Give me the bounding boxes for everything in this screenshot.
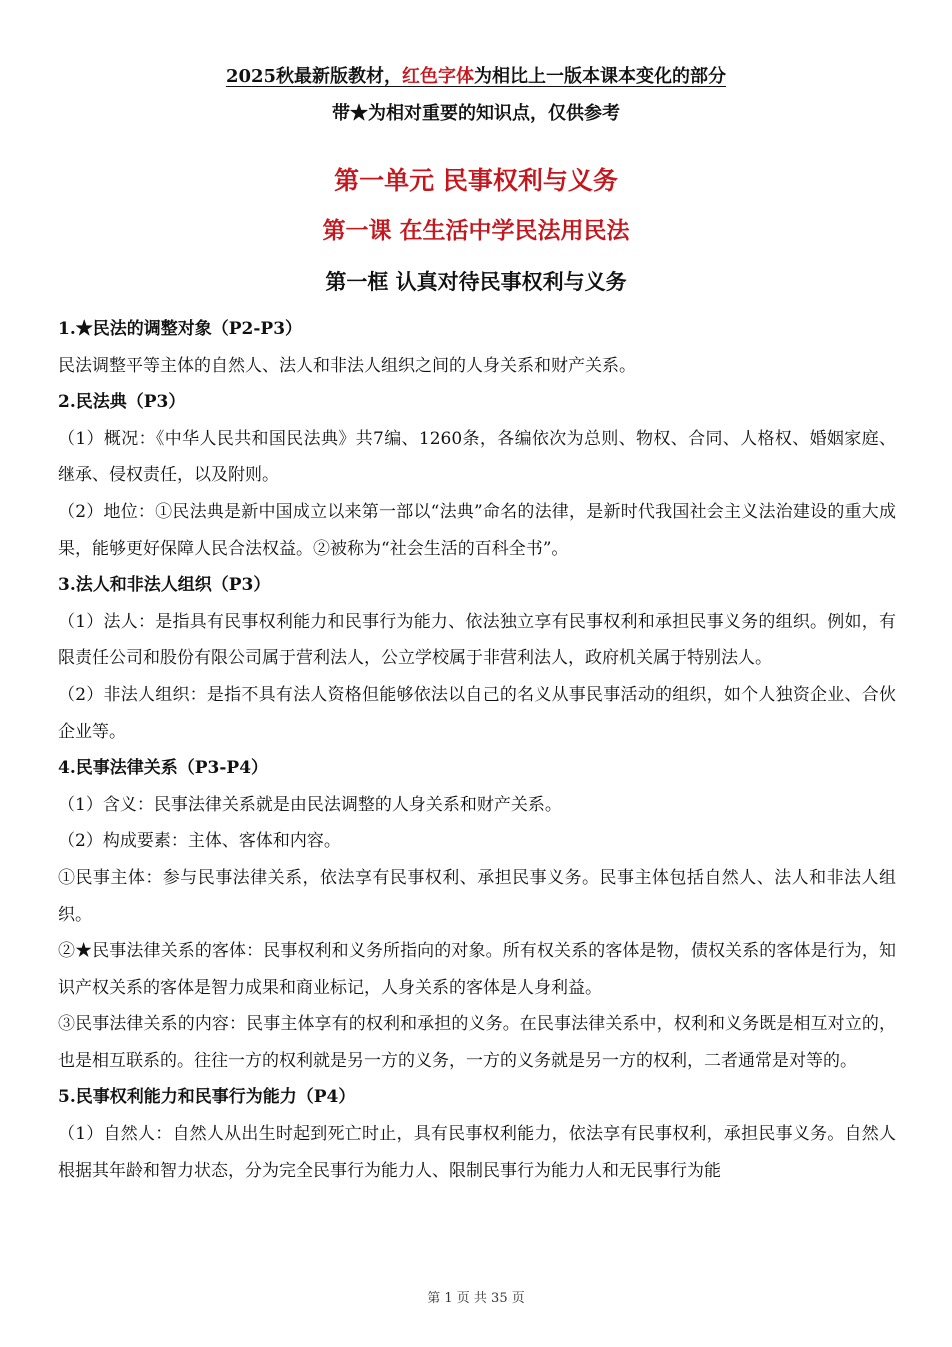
section-heading: 5.民事权利能力和民事行为能力（P4） — [58, 1087, 356, 1108]
edition-note-red-text: 红色字体 — [402, 66, 475, 87]
page-footer: 第 1 页 共 35 页 — [427, 1291, 525, 1306]
body-paragraph: 民法调整平等主体的自然人、法人和非法人组织之间的人身关系和财产关系。 — [58, 355, 636, 376]
edition-note-part-a: 2025秋最新版教材， — [225, 66, 403, 87]
body-paragraph: （2）非法人组织：是指不具有法人资格但能够依法以自己的名义从事民事活动的组织，如个人独资企业、合伙企业等。 — [58, 684, 896, 742]
importance-note: 带★为相对重要的知识点，仅供参考 — [332, 103, 620, 124]
section-heading: 3.法人和非法人组织（P3） — [58, 575, 271, 596]
body-paragraph: ①民事主体：参与民事法律关系，依法享有民事权利、承担民事义务。民事主体包括自然人、法人和非法人组织。 — [58, 867, 896, 925]
frame-title: 第一框 认真对待民事权利与义务 — [325, 269, 627, 294]
section-heading: 4.民事法律关系（P3-P4） — [58, 758, 269, 779]
unit-title: 第一单元 民事权利与义务 — [334, 166, 618, 195]
document-body — [58, 311, 896, 1189]
lesson-title: 第一课 在生活中学民法用民法 — [322, 217, 630, 244]
edition-note — [0, 64, 952, 90]
edition-note-underlined — [226, 66, 726, 87]
body-paragraph: （2）地位：①民法典是新中国成立以来第一部以“法典”命名的法律，是新时代我国社会主义法治建设的重大成果，能够更好保障人民合法权益。②被称为“社会生活的百科全书”。 — [58, 501, 896, 559]
body-paragraph: ③民事法律关系的内容：民事主体享有的权利和承担的义务。在民事法律关系中，权利和义务既是相互对立的，也是相互联系的。往往一方的权利就是另一方的义务，一方的义务就是另一方的权利，二者通常是对等的。 — [58, 1014, 896, 1071]
section-heading: 2.民法典（P3） — [58, 392, 186, 413]
body-paragraph: （1）含义：民事法律关系就是由民法调整的人身关系和财产关系。 — [58, 794, 562, 815]
section-heading: 1.★民法的调整对象（P2-P3） — [58, 319, 303, 339]
body-paragraph: （2）构成要素：主体、客体和内容。 — [58, 831, 341, 852]
body-paragraph: （1）概况：《中华人民共和国民法典》共7编、1260条，各编依次为总则、物权、合同、人格权、婚姻家庭、继承、侵权责任，以及附则。 — [58, 428, 896, 486]
body-paragraph: （1）自然人：自然人从出生时起到死亡时止，具有民事权利能力，依法享有民事权利，承担民事义务。自然人根据其年龄和智力状态，分为完全民事行为能力人、限制民事行为能力人和无民事行为能 — [58, 1124, 896, 1181]
edition-note-part-b: 为相比上一版本课本变化的部分 — [474, 66, 727, 87]
body-paragraph: （1）法人：是指具有民事权利能力和民事行为能力、依法独立享有民事权利和承担民事义务的组织。例如，有限责任公司和股份有限公司属于营利法人，公立学校属于非营利法人，政府机关属于特别法人。 — [58, 611, 896, 669]
body-paragraph: ②★民事法律关系的客体：民事权利和义务所指向的对象。所有权关系的客体是物，债权关系的客体是行为，知识产权关系的客体是智力成果和商业标记，人身关系的客体是人身利益。 — [58, 941, 896, 998]
